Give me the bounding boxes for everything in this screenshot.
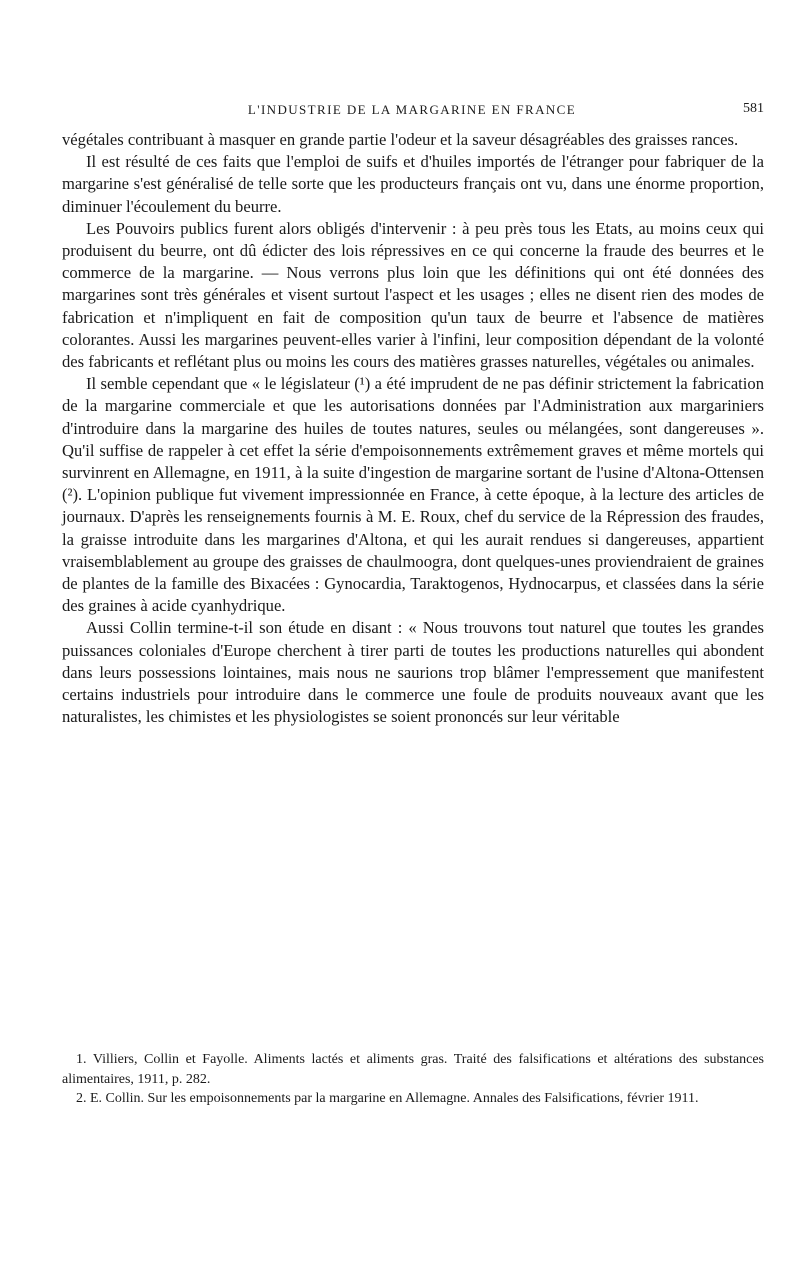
footnote: 1. Villiers, Collin et Fayolle. Aliments lactés et aliments gras. Traité des falsifications et altérations des substances alimentaires, 1911, p. 282. — [62, 1052, 764, 1087]
footnote: 2. E. Collin. Sur les empoisonnements par la margarine en Allemagne. Annales des Falsifications, février 1911. — [76, 1091, 699, 1106]
page-header — [60, 100, 764, 122]
paragraph: végétales contribuant à masquer en grande partie l'odeur et la saveur désagréables des graisses rances. — [62, 130, 739, 149]
paragraph: Il est résulté de ces faits que l'emploi de suifs et d'huiles importés de l'étranger pour fabriquer de la margarine s'est généralisé de telle sorte que les producteurs français ont vu, dans une énorme proportion, diminuer l'écoulement du beurre. — [62, 152, 764, 216]
body-text — [62, 129, 764, 728]
page-number: 581 — [743, 101, 764, 116]
footnotes — [62, 1050, 764, 1109]
paragraph: Les Pouvoirs publics furent alors obligés d'intervenir : à peu près tous les Etats, au moins ceux qui produisent du beurre, ont dû édicter des lois répressives en ce qui concerne la fraude des beurres et le commerce de la margarine. — Nous verrons plus loin que les définitions qui ont été données des margarines sont très générales et visent surtout l'aspect et les usages ; elles ne disent rien des modes de fabrication et n'impliquent en fait de composition qu'un taux de beurre et l'absence de matières colorantes. Aussi les margarines peuvent-elles varier à l'infini, leur composition dépendant de la volonté des fabricants et reflétant plus ou moins les cours des matières grasses naturelles, végétales ou animales. — [62, 218, 764, 372]
running-title: L'INDUSTRIE DE LA MARGARINE EN FRANCE — [247, 102, 577, 117]
paragraph: Il semble cependant que « le législateur (¹) a été imprudent de ne pas définir strictement la fabrication de la margarine commerciale et que les autorisations données par l'Administration aux margariniers d'introduire dans la margarine des huiles de toutes natures, seules ou mélangées, sont dangereuses ». Qu'il suffise de rappeler à cet effet la série d'empoisonnements extrêmement graves et même mortels qui survinrent en Allemagne, en 1911, à la suite d'ingestion de margarine sortant de l'usine d'Altona-Ottensen (²). L'opinion publique fut vivement impressionnée en France, à cette époque, à la lecture des articles de journaux. D'après les renseignements fournis à M. E. Roux, chef du service de la Répression des fraudes, la graisse introduite dans les margarines d'Altona, et qui les aurait rendues si dangereuses, appartient vraisemblablement au groupe des graisses de chaulmoogra, dont quelques-unes proviendraient de graines de plantes de la famille des Bixacées : Gynocardia, Taraktogenos, Hydnocarpus, et classées dans la série des graines à acide cyanhydrique. — [62, 374, 764, 616]
paragraph: Aussi Collin termine-t-il son étude en disant : « Nous trouvons tout naturel que toutes les grandes puissances coloniales d'Europe cherchent à tirer parti de toutes les productions naturelles qui abondent dans leurs possessions lointaines, mais nous ne saurions trop blâmer l'empressement que manifestent certains industriels pour introduire dans le commerce une foule de produits nouveaux avant que les naturalistes, les chimistes et les physiologistes se soient prononcés sur leur véritable — [62, 618, 764, 727]
